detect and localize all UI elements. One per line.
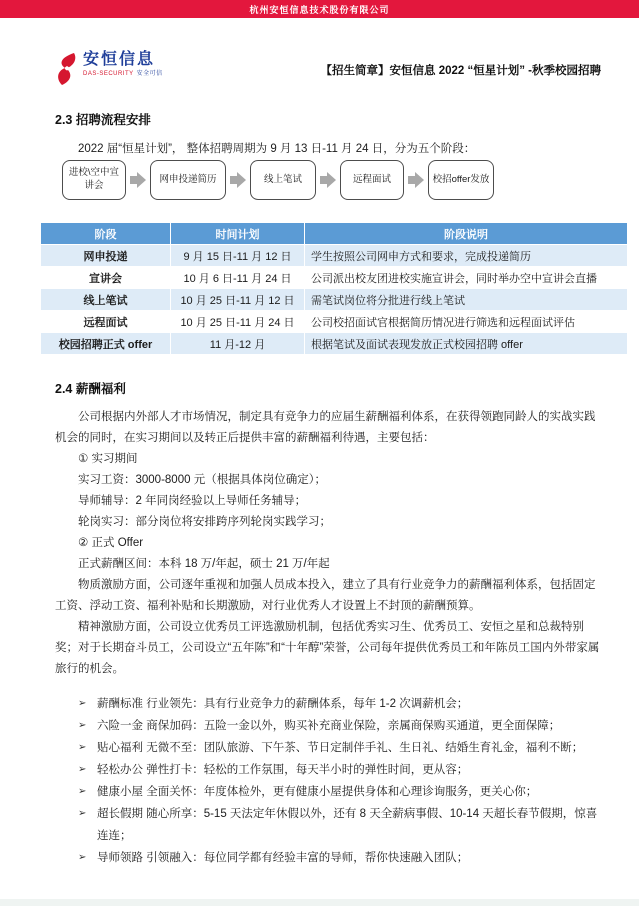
benefits-paragraph: 精神激励方面，公司设立优秀员工评选激励机制，包括优秀实习生、优秀员工、安恒之星和总裁特别奖；对于长期奋斗员工，公司设立“五年陈”和“十年醇”荣誉，公司每年提供优秀员工和年陈员工国内外带家属旅行的机会。 [55, 621, 600, 675]
bullet-text: 轻松办公 弹性打卡：轻松的工作氛围，每天半小时的弹性时间，更从容； [97, 764, 469, 776]
benefit-bullet-item [55, 847, 601, 869]
logo-tagline: DAS-SECURITY 安全可信 [83, 71, 163, 77]
bullet-arrow-icon: ➢ [78, 742, 87, 753]
document-title: 【招生简章】安恒信息 2022 “恒星计划” -秋季校园招聘 [320, 65, 601, 77]
table-row [41, 289, 628, 311]
table-cell: 10 月 25 日-11 月 24 日 [171, 311, 305, 333]
table-cell: 学生按照公司网申方式和要求，完成投递简历 [305, 245, 628, 267]
flow-arrow-icon [320, 172, 336, 188]
table-cell: 9 月 15 日-11 月 12 日 [171, 245, 305, 267]
benefits-paragraph: 实习工资：3000-8000 元（根据具体岗位确定）； [78, 474, 326, 486]
benefit-bullet-item [55, 759, 601, 781]
benefits-paragraph: 导师辅导：2 年同岗经验以上导师任务辅导； [78, 495, 307, 507]
table-cell: 远程面试 [41, 311, 171, 333]
section-2-3-heading: 2.3 招聘流程安排 [55, 113, 151, 127]
page-header-bar [0, 0, 639, 18]
benefits-paragraph: 轮岗实习：部分岗位将安排跨序列轮岗实践学习； [78, 516, 331, 528]
flow-arrow-icon [130, 172, 146, 188]
process-table-wrap [40, 222, 628, 355]
table-cell: 公司派出校友团进校实施宣讲会，同时举办空中宣讲会直播 [305, 267, 628, 289]
table-header-cell: 时间计划 [171, 223, 305, 245]
bullet-arrow-icon: ➢ [78, 852, 87, 863]
bullet-text: 健康小屋 全面关怀：年度体检外，更有健康小屋提供身体和心理诊询服务，更关心你； [97, 786, 538, 798]
document-header [55, 52, 601, 91]
bullet-arrow-icon: ➢ [78, 698, 87, 709]
table-cell: 11 月-12 月 [171, 333, 305, 355]
benefit-bullet-item [55, 693, 601, 715]
benefits-bullet-list [55, 693, 601, 869]
table-row [41, 267, 628, 289]
bullet-arrow-icon: ➢ [78, 808, 87, 819]
table-cell: 10 月 25 日-11 月 12 日 [171, 289, 305, 311]
process-intro-text: 2022 届“恒星计划”， 整体招聘周期为 9 月 13 日-11 月 24 日，分为五个阶段： [78, 143, 476, 155]
flow-step: 网申投递简历 [150, 160, 226, 200]
table-cell: 根据笔试及面试表现发放正式校园招聘 offer [305, 333, 628, 355]
table-header-cell: 阶段 [41, 223, 171, 245]
table-cell: 需笔试岗位将分批进行线上笔试 [305, 289, 628, 311]
table-cell: 10 月 6 日-11 月 24 日 [171, 267, 305, 289]
process-flowchart [62, 160, 494, 200]
company-logo [55, 52, 163, 91]
logo-wordmark: 安恒信息 [83, 51, 156, 68]
bullet-text: 薪酬标准 行业领先：具有行业竞争力的薪酬体系，每年 1-2 次调薪机会； [97, 698, 469, 710]
process-table [40, 222, 628, 355]
table-cell: 校园招聘正式 offer [41, 333, 171, 355]
benefits-paragraphs [55, 407, 601, 680]
benefits-paragraph: ② 正式 Offer [78, 537, 144, 549]
bullet-arrow-icon: ➢ [78, 764, 87, 775]
table-cell: 线上笔试 [41, 289, 171, 311]
benefits-paragraph: 正式薪酬区间：本科 18 万/年起，硕士 21 万/年起 [78, 558, 330, 570]
bullet-text: 贴心福利 无微不至：团队旅游、下午茶、节日定制伴手礼、生日礼、结婚生育礼金，福利不断； [97, 742, 584, 754]
benefits-paragraph: 物质激励方面，公司逐年重视和加强人员成本投入，建立了具有行业竞争力的薪酬福利体系，包括固定工资、浮动工资、福利补贴和长期激励，对行业优秀人才设置上不封顶的薪酬预算。 [55, 579, 596, 612]
flow-step: 进校\空中宣讲会 [62, 160, 126, 200]
table-header-cell: 阶段说明 [305, 223, 628, 245]
logo-text [83, 52, 163, 77]
bullet-arrow-icon: ➢ [78, 720, 87, 731]
benefits-paragraph: ① 实习期间 [78, 453, 138, 465]
benefit-bullet-item [55, 781, 601, 803]
flow-step: 线上笔试 [250, 160, 316, 200]
bullet-arrow-icon: ➢ [78, 786, 87, 797]
table-cell: 公司校招面试官根据简历情况进行筛选和远程面试评估 [305, 311, 628, 333]
table-cell: 宣讲会 [41, 267, 171, 289]
flow-arrow-icon [408, 172, 424, 188]
logo-swoosh-icon [55, 52, 79, 91]
benefit-bullet-item [55, 803, 601, 847]
flow-step: 校招offer发放 [428, 160, 494, 200]
page-footer-strip [0, 899, 639, 906]
table-cell: 网申投递 [41, 245, 171, 267]
flow-step: 远程面试 [340, 160, 404, 200]
benefit-bullet-item [55, 715, 601, 737]
table-row [41, 245, 628, 267]
bullet-text: 六险一金 商保加码：五险一金以外，购买补充商业保险，亲属商保购买通道，更全面保障； [97, 720, 561, 732]
bullet-text: 导师领路 引领融入：每位同学都有经验丰富的导师，帮你快速融入团队； [97, 852, 469, 864]
benefits-paragraph: 公司根据内外部人才市场情况，制定具有竞争力的应届生薪酬福利体系，在获得领跑同龄人的实战实践机会的同时，在实习期间以及转正后提供丰富的薪酬福利待遇，主要包括： [55, 411, 596, 444]
company-name: 杭州安恒信息技术股份有限公司 [249, 4, 390, 15]
section-2-4-heading: 2.4 薪酬福利 [55, 382, 126, 396]
table-row [41, 333, 628, 355]
benefit-bullet-item [55, 737, 601, 759]
bullet-text: 超长假期 随心所享：5-15 天法定年休假以外，还有 8 天全薪病事假、10-14 天超长春节假期，惊喜连连； [97, 808, 598, 842]
benefits-body [55, 407, 601, 869]
flow-arrow-icon [230, 172, 246, 188]
table-row [41, 311, 628, 333]
